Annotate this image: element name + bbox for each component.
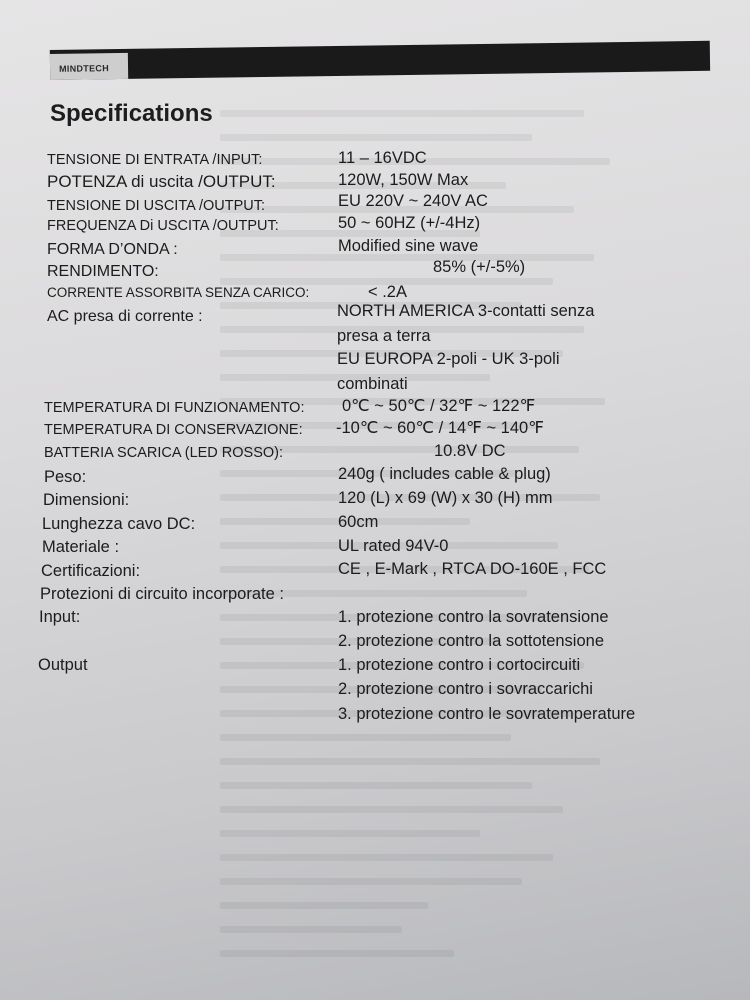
spec-value: 2. protezione contro la sottotensione xyxy=(338,632,605,650)
spec-label: TEMPERATURA DI CONSERVAZIONE: xyxy=(44,422,303,438)
spec-value: 50 ~ 60HZ (+/-4Hz) xyxy=(338,214,481,232)
spec-value: 1. protezione contro la sovratensione xyxy=(338,608,609,626)
spec-value: NORTH AMERICA 3-contatti senza xyxy=(337,302,595,320)
header-bar xyxy=(50,41,710,80)
spec-label: Peso: xyxy=(44,468,87,486)
spec-value: 60cm xyxy=(338,513,379,531)
spec-value: 1. protezione contro i cortocircuiti xyxy=(338,656,581,674)
page-title: Specifications xyxy=(50,100,213,127)
spec-label: Input: xyxy=(39,608,81,626)
spec-label: Lunghezza cavo DC: xyxy=(42,515,196,533)
spec-label: Output xyxy=(38,656,88,674)
spec-value: 10.8V DC xyxy=(434,442,506,460)
spec-label: CORRENTE ASSORBITA SENZA CARICO: xyxy=(47,285,310,300)
spec-label: FORMA D’ONDA : xyxy=(47,241,178,258)
spec-label: BATTERIA SCARICA (LED ROSSO): xyxy=(44,445,284,461)
spec-value: 0℃ ~ 50℃ / 32℉ ~ 122℉ xyxy=(342,397,536,415)
spec-value: EU 220V ~ 240V AC xyxy=(338,192,488,210)
spec-value: Modified sine wave xyxy=(338,237,479,255)
spec-value: -10℃ ~ 60℃ / 14℉ ~ 140℉ xyxy=(336,419,544,437)
spec-label: AC presa di corrente : xyxy=(47,308,203,325)
spec-value: UL rated 94V-0 xyxy=(338,537,449,555)
header-tab xyxy=(50,53,128,80)
spec-value: 11 – 16VDC xyxy=(338,149,427,167)
spec-label: Protezioni di circuito incorporate : xyxy=(40,585,284,603)
spec-value: presa a terra xyxy=(337,327,431,345)
spec-label: TENSIONE DI ENTRATA /INPUT: xyxy=(47,152,263,168)
spec-value: CE , E-Mark , RTCA DO-160E , FCC xyxy=(338,560,607,578)
spec-label: Materiale : xyxy=(42,538,120,556)
spec-label: Certificazioni: xyxy=(41,562,141,580)
spec-label: TENSIONE DI USCITA /OUTPUT: xyxy=(47,198,266,214)
spec-value: EU EUROPA 2-poli - UK 3-poli xyxy=(337,350,560,368)
spec-label: FREQUENZA Di USCITA /OUTPUT: xyxy=(47,218,279,234)
brand-label: MINDTECH xyxy=(58,63,110,74)
spec-value: < .2A xyxy=(368,283,407,301)
spec-value: 85% (+/-5%) xyxy=(433,258,526,276)
spec-value: combinati xyxy=(337,375,408,393)
spec-label: RENDIMENTO: xyxy=(47,263,159,280)
spec-label: Dimensioni: xyxy=(43,491,130,509)
spec-label: POTENZA di uscita /OUTPUT: xyxy=(47,172,276,191)
spec-value: 2. protezione contro i sovraccarichi xyxy=(338,680,593,698)
spec-value: 120 (L) x 69 (W) x 30 (H) mm xyxy=(338,489,553,507)
spec-value: 240g ( includes cable & plug) xyxy=(338,465,551,483)
spec-label: TEMPERATURA DI FUNZIONAMENTO: xyxy=(44,400,305,416)
spec-value: 120W, 150W Max xyxy=(338,171,469,189)
spec-value: 3. protezione contro le sovratemperature xyxy=(338,705,636,723)
